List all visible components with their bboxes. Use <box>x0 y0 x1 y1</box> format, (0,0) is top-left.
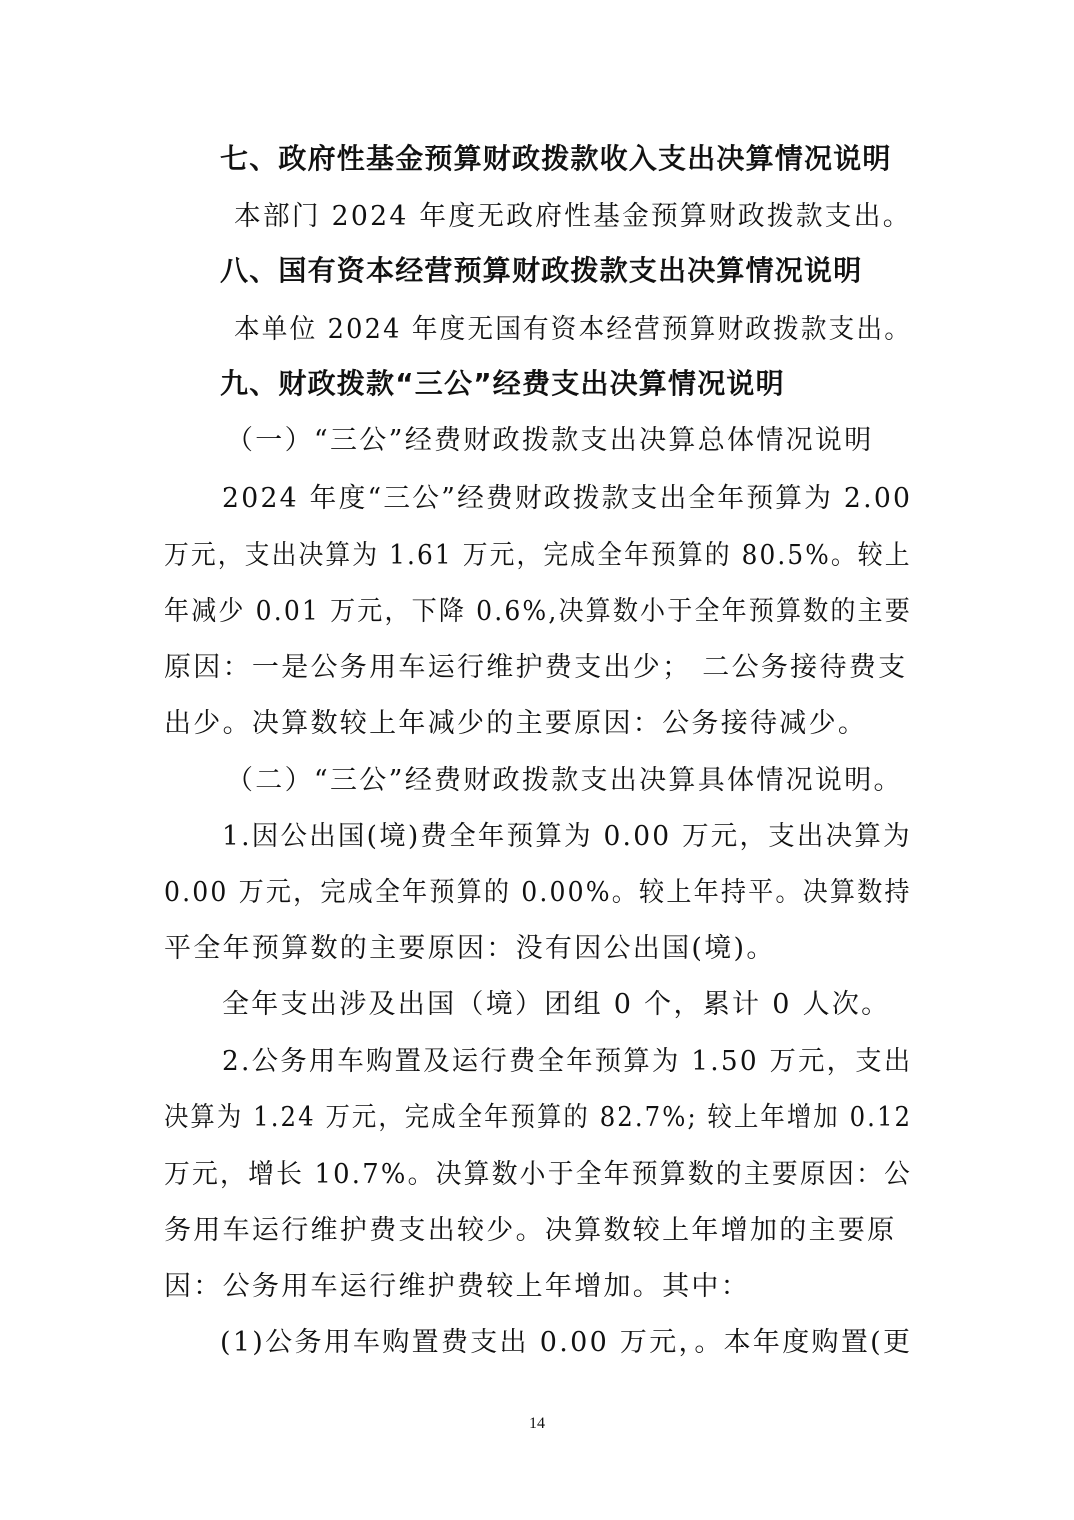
paragraph-line: 年减少 0.01 万元，下降 0.6%,决算数小于全年预算数的主要 <box>164 596 912 627</box>
paragraph-line: 原因：一是公务用车运行维护费支出少； 二公务接待费支 <box>164 652 908 683</box>
paragraph-section-8: 本单位 2024 年度无国有资本经营预算财政拨款支出。 <box>234 314 913 345</box>
paragraph-line: 决算为 1.24 万元，完成全年预算的 82.7%; 较上年增加 0.12 <box>164 1102 913 1133</box>
heading-section-8: 八、国有资本经营预算财政拨款支出决算情况说明 <box>220 254 863 287</box>
paragraph-line: 务用车运行维护费支出较少。决算数较上年增加的主要原 <box>164 1215 897 1246</box>
paragraph-line: 万元，支出决算为 1.61 万元，完成全年预算的 80.5%。较上 <box>164 540 912 571</box>
subheading-9-2: （二）“三公”经费财政拨款支出决算具体情况说明。 <box>226 765 903 796</box>
paragraph-line: 2.公务用车购置及运行费全年预算为 1.50 万元，支出 <box>222 1046 913 1077</box>
paragraph-line: 万元，增长 10.7%。决算数小于全年预算数的主要原因：公 <box>164 1159 913 1190</box>
heading-section-9: 九、财政拨款“三公”经费支出决算情况说明 <box>220 367 785 400</box>
paragraph-line: 因：公务用车运行维护费较上年增加。其中： <box>164 1271 750 1302</box>
page-number: 14 <box>529 1415 545 1432</box>
paragraph-line: (1)公务用车购置费支出 0.00 万元，。本年度购置(更 <box>220 1327 913 1358</box>
paragraph-line: 出少。决算数较上年减少的主要原因：公务接待减少。 <box>164 708 868 739</box>
paragraph-line: 平全年预算数的主要原因：没有因公出国(境)。 <box>164 933 776 964</box>
heading-section-7: 七、政府性基金预算财政拨款收入支出决算情况说明 <box>220 142 892 175</box>
paragraph-line: 全年支出涉及出国（境）团组 0 个，累计 0 人次。 <box>222 989 891 1020</box>
paragraph-line: 0.00 万元，完成全年预算的 0.00%。较上年持平。决算数持 <box>164 877 912 908</box>
paragraph-line: 1.因公出国(境)费全年预算为 0.00 万元，支出决算为 <box>222 821 912 852</box>
paragraph-line: 2024 年度“三公”经费财政拨款支出全年预算为 2.00 <box>222 483 913 514</box>
paragraph-section-7: 本部门 2024 年度无政府性基金预算财政拨款支出。 <box>234 201 912 232</box>
subheading-9-1: （一）“三公”经费财政拨款支出决算总体情况说明 <box>226 425 874 456</box>
